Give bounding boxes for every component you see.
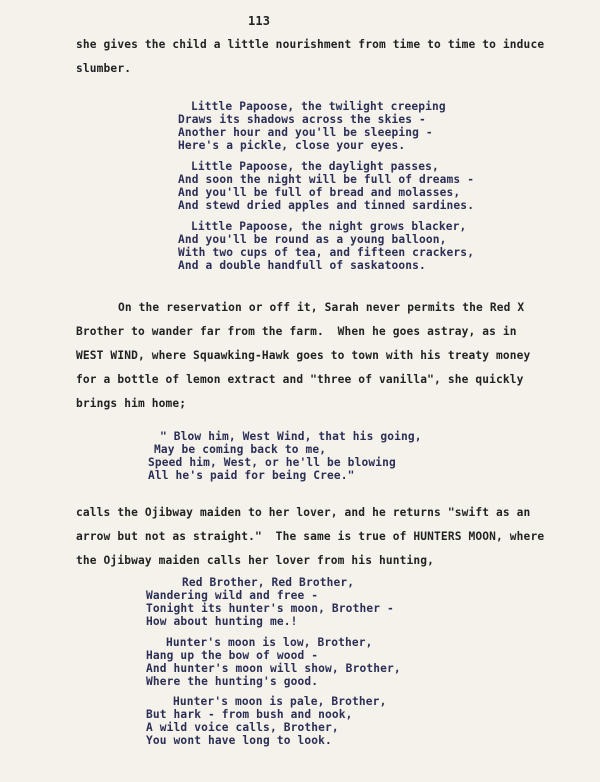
paragraph-2-line-1: On the reservation or off it, Sarah never permits the Red X <box>118 301 525 314</box>
poem-1-stanza-3-line-4: And a double handfull of saskatoons. <box>178 259 426 272</box>
poem-3-stanza-2-line-4: Where the hunting's good. <box>146 675 319 688</box>
poem-1-stanza-1-line-1: Little Papoose, the twilight creeping <box>191 100 446 113</box>
poem-3-stanza-2-line-1: Hunter's moon is low, Brother, <box>166 636 373 649</box>
poem-3-stanza-1-line-2: Wandering wild and free - <box>146 589 319 602</box>
poem-3-stanza-2-line-3: And hunter's moon will show, Brother, <box>146 662 401 675</box>
poem-1-stanza-2-line-1: Little Papoose, the daylight passes, <box>191 160 439 173</box>
paragraph-2-line-5: brings him home; <box>76 397 187 410</box>
poem-3-stanza-3-line-3: A wild voice calls, Brother, <box>146 721 339 734</box>
poem-3-stanza-3-line-2: But hark - from bush and nook, <box>146 708 353 721</box>
poem-1-stanza-1-line-3: Another hour and you'll be sleeping - <box>178 126 433 139</box>
paragraph-3-line-3: the Ojibway maiden calls her lover from his hunting, <box>76 554 435 567</box>
poem-3-stanza-3-line-1: Hunter's moon is pale, Brother, <box>173 695 387 708</box>
poem-2-line-2: May be coming back to me, <box>154 443 327 456</box>
paragraph-1-line-2: slumber. <box>76 62 132 75</box>
poem-1-stanza-2-line-4: And stewd dried apples and tinned sardines. <box>178 199 475 212</box>
paragraph-3-line-2: arrow but not as straight." The same is true of HUNTERS MOON, where <box>76 530 545 543</box>
poem-3-stanza-1-line-4: How about hunting me.! <box>146 615 298 628</box>
paragraph-1-line-1: she gives the child a little nourishment from time to time to induce <box>76 38 545 51</box>
page-number: 113 <box>248 14 271 28</box>
paragraph-2-line-4: for a bottle of lemon extract and "three of vanilla", she quickly <box>76 373 524 386</box>
poem-1-stanza-1-line-2: Draws its shadows across the skies - <box>178 113 426 126</box>
poem-1-stanza-2-line-2: And soon the night will be full of dreams - <box>178 173 475 186</box>
poem-2-line-4: All he's paid for being Cree." <box>148 469 355 482</box>
paragraph-3-line-1: calls the Ojibway maiden to her lover, and he returns "swift as an <box>76 506 531 519</box>
poem-1-stanza-3-line-3: With two cups of tea, and fifteen crackers, <box>178 246 475 259</box>
poem-3-stanza-2-line-2: Hang up the bow of wood - <box>146 649 319 662</box>
paragraph-2-line-3: WEST WIND, where Squawking-Hawk goes to town with his treaty money <box>76 349 531 362</box>
poem-2-line-3: Speed him, West, or he'll be blowing <box>148 456 396 469</box>
poem-3-stanza-3-line-4: You wont have long to look. <box>146 734 332 747</box>
poem-3-stanza-1-line-1: Red Brother, Red Brother, <box>182 576 355 589</box>
paragraph-2-line-2: Brother to wander far from the farm. When he goes astray, as in <box>76 325 517 338</box>
poem-1-stanza-3-line-2: And you'll be round as a young balloon, <box>178 233 447 246</box>
poem-2-line-1: " Blow him, West Wind, that his going, <box>160 430 422 443</box>
poem-3-stanza-1-line-3: Tonight its hunter's moon, Brother - <box>146 602 394 615</box>
poem-1-stanza-1-line-4: Here's a pickle, close your eyes. <box>178 139 406 152</box>
poem-1-stanza-3-line-1: Little Papoose, the night grows blacker, <box>191 220 467 233</box>
poem-1-stanza-2-line-3: And you'll be full of bread and molasses, <box>178 186 461 199</box>
